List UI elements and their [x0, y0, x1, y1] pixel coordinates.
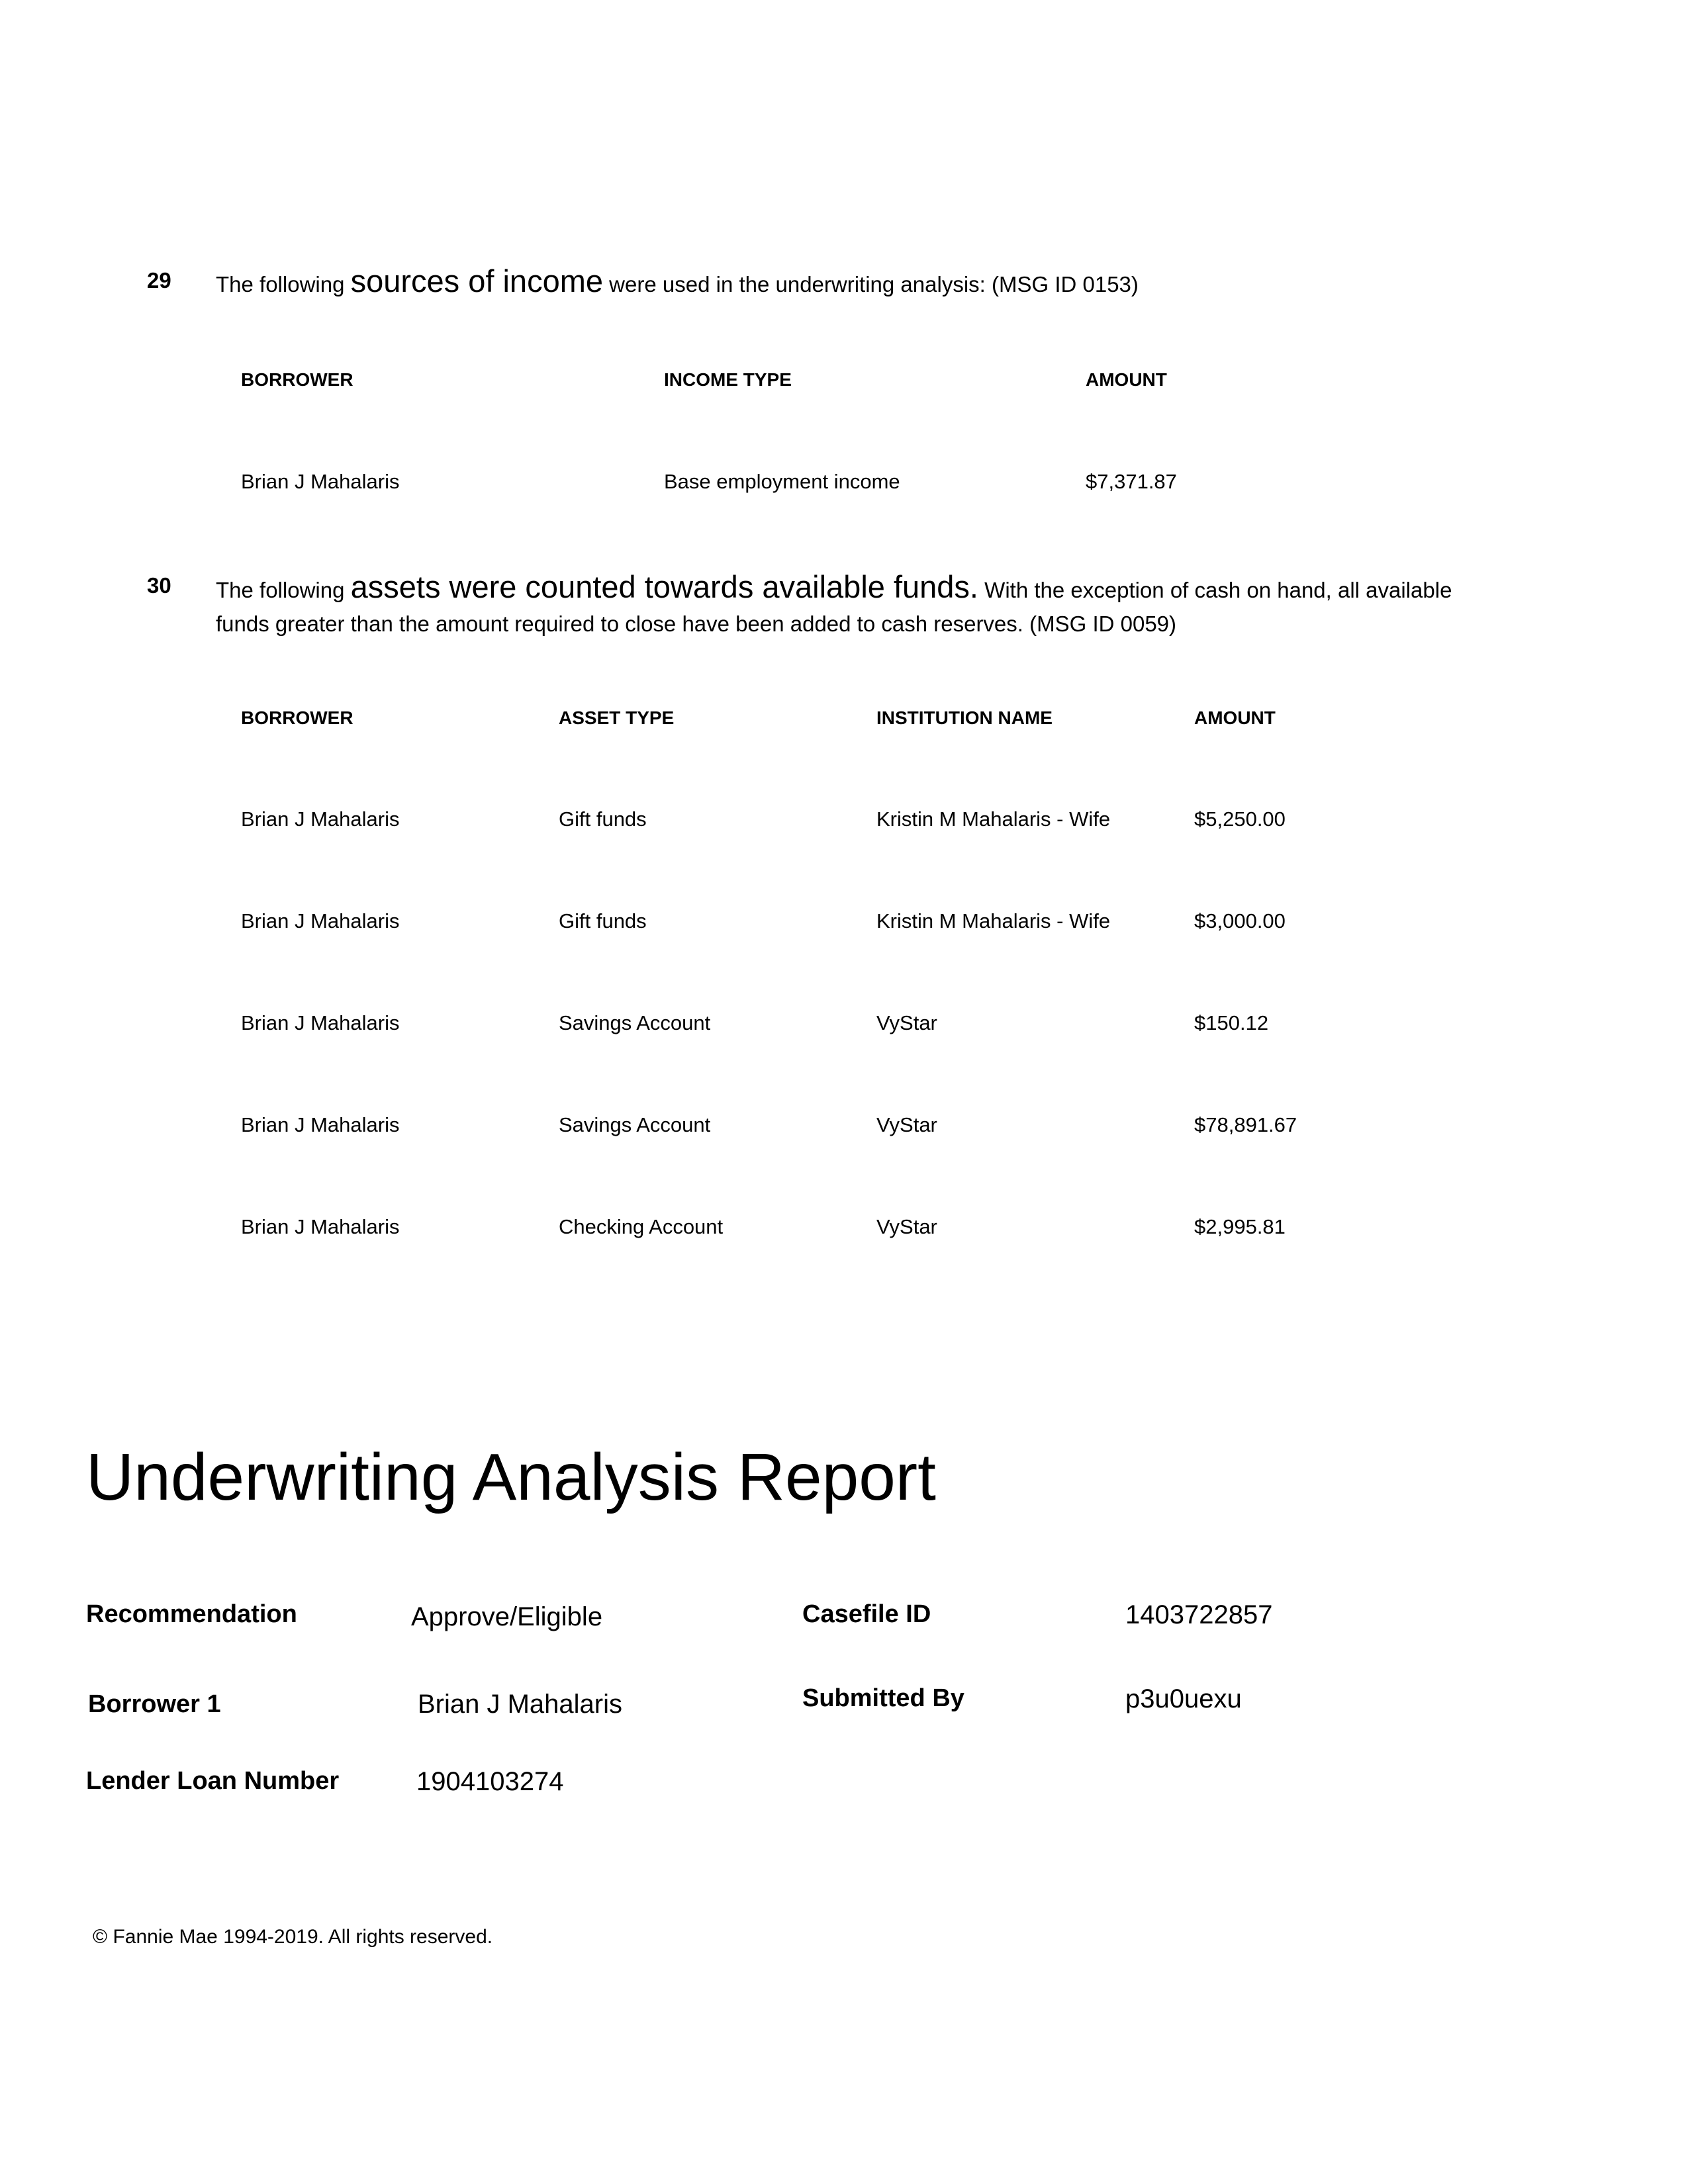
recommendation-value: Approve/Eligible — [411, 1602, 603, 1631]
asset-amount: $3,000.00 — [1194, 909, 1286, 933]
income-header-type: INCOME TYPE — [664, 369, 792, 390]
assets-header-type: ASSET TYPE — [559, 707, 675, 728]
item-number-30: 30 — [147, 573, 171, 598]
asset-type: Gift funds — [559, 807, 647, 831]
income-borrower: Brian J Mahalaris — [241, 470, 400, 493]
income-type: Base employment income — [664, 470, 900, 493]
casefile-value: 1403722857 — [1125, 1600, 1273, 1629]
intro-emphasis: sources of income — [350, 263, 604, 298]
submitted-label: Submitted By — [802, 1684, 964, 1712]
asset-borrower: Brian J Mahalaris — [241, 1215, 400, 1238]
assets-emphasis: assets were counted towards available funds. — [350, 569, 978, 604]
recommendation-label: Recommendation — [86, 1600, 297, 1628]
asset-amount: $2,995.81 — [1194, 1215, 1286, 1238]
assets-header-amount: AMOUNT — [1194, 707, 1276, 728]
asset-institution: VyStar — [876, 1011, 937, 1034]
income-sources-intro — [216, 265, 1139, 301]
asset-amount: $78,891.67 — [1194, 1113, 1297, 1136]
casefile-label: Casefile ID — [802, 1600, 931, 1628]
asset-institution: Kristin M Mahalaris - Wife — [876, 909, 1111, 933]
submitted-value: p3u0uexu — [1125, 1684, 1242, 1713]
assets-text-after: With the exception of cash on hand, all available — [978, 578, 1452, 602]
asset-type: Gift funds — [559, 909, 647, 933]
item-number-29: 29 — [147, 268, 171, 293]
income-amount: $7,371.87 — [1086, 470, 1177, 493]
intro-text-before: The following — [216, 272, 351, 296]
asset-borrower: Brian J Mahalaris — [241, 1113, 400, 1136]
borrower-value: Brian J Mahalaris — [418, 1690, 623, 1719]
borrower-label: Borrower 1 — [88, 1690, 221, 1718]
report-title: Underwriting Analysis Report — [86, 1440, 936, 1514]
asset-institution: Kristin M Mahalaris - Wife — [876, 807, 1111, 831]
loan-number-value: 1904103274 — [416, 1767, 564, 1796]
income-header-borrower: BORROWER — [241, 369, 353, 390]
loan-number-label: Lender Loan Number — [86, 1767, 340, 1795]
asset-borrower: Brian J Mahalaris — [241, 1011, 400, 1034]
assets-header-institution: INSTITUTION NAME — [876, 707, 1053, 728]
assets-intro-line2: funds greater than the amount required to close have been added to cash reserves. (MSG ID 0059) — [216, 612, 1177, 636]
asset-borrower: Brian J Mahalaris — [241, 909, 400, 933]
assets-intro-line1 — [216, 570, 1452, 607]
asset-institution: VyStar — [876, 1215, 937, 1238]
asset-institution: VyStar — [876, 1113, 937, 1136]
asset-amount: $5,250.00 — [1194, 807, 1286, 831]
asset-type: Checking Account — [559, 1215, 724, 1238]
intro-text-after: were used in the underwriting analysis: (MSG ID 0153) — [603, 272, 1139, 296]
asset-amount: $150.12 — [1194, 1011, 1269, 1034]
copyright-notice: © Fannie Mae 1994-2019. All rights reserved. — [93, 1926, 493, 1948]
assets-text-before: The following — [216, 578, 351, 602]
asset-borrower: Brian J Mahalaris — [241, 807, 400, 831]
asset-type: Savings Account — [559, 1011, 711, 1034]
assets-header-borrower: BORROWER — [241, 707, 353, 728]
income-header-amount: AMOUNT — [1086, 369, 1167, 390]
asset-type: Savings Account — [559, 1113, 711, 1136]
